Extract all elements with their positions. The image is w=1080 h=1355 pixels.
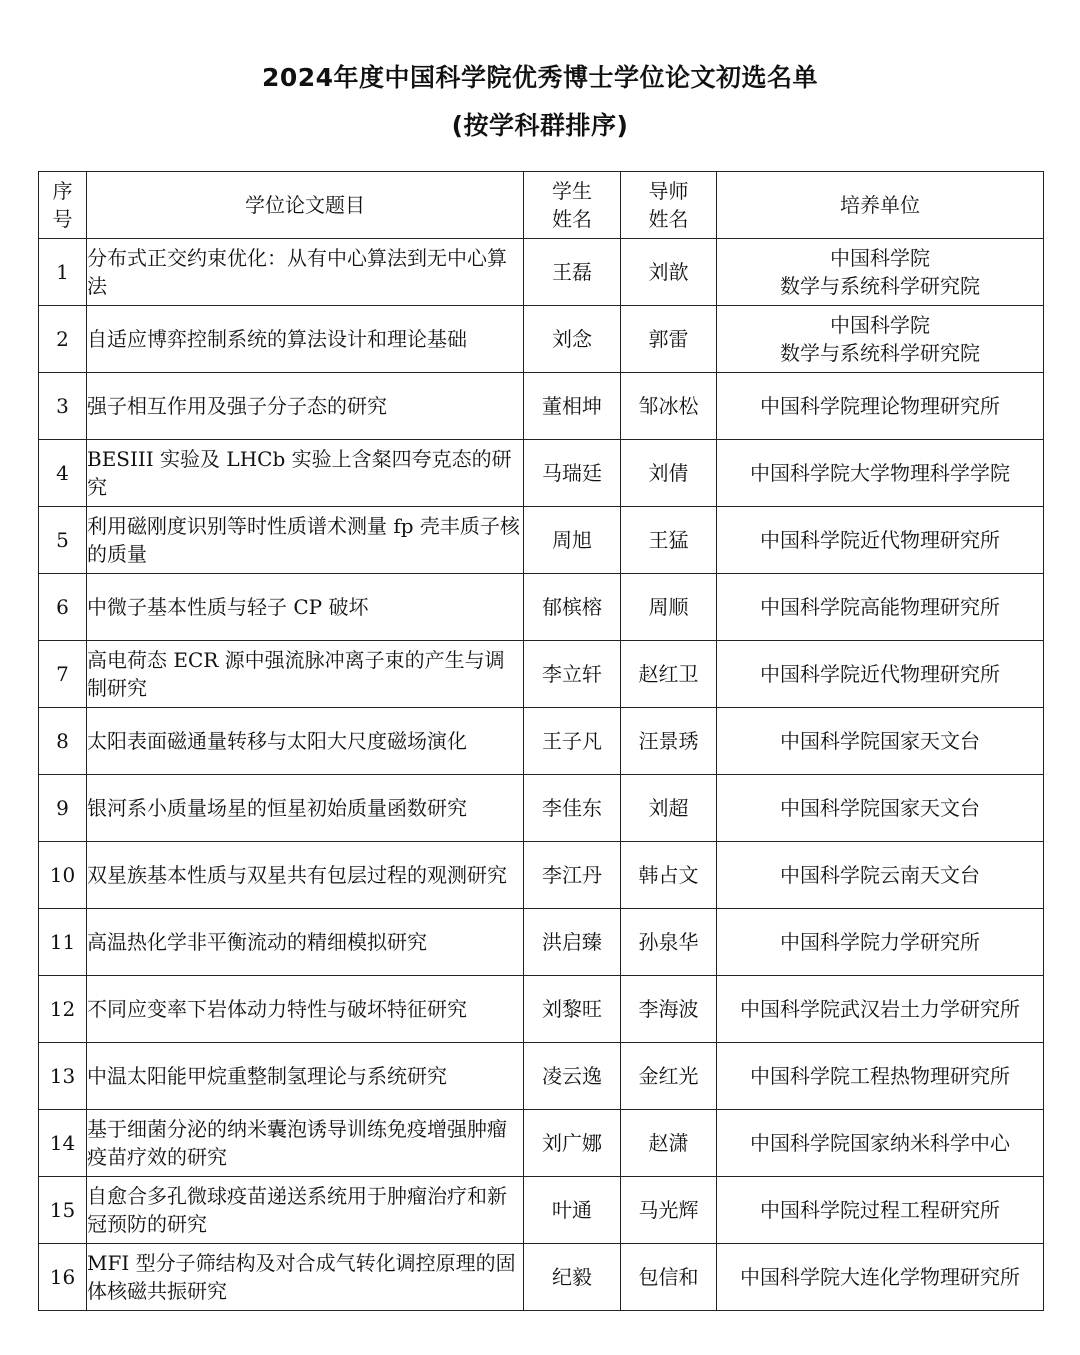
training-unit [717,507,1044,574]
thesis-title: 自适应博弈控制系统的算法设计和理论基础 [87,306,524,373]
training-unit-line: 中国科学院国家天文台 [780,729,980,753]
advisor-name: 韩占文 [621,842,717,909]
table-row [39,775,1044,842]
table-row [39,239,1044,306]
row-index: 16 [39,1244,87,1311]
thesis-title: 不同应变率下岩体动力特性与破坏特征研究 [87,976,524,1043]
thesis-title: 双星族基本性质与双星共有包层过程的观测研究 [87,842,524,909]
training-unit [717,373,1044,440]
student-name: 刘黎旺 [524,976,621,1043]
advisor-name: 汪景琇 [621,708,717,775]
table-row [39,306,1044,373]
student-name: 周旭 [524,507,621,574]
training-unit [717,440,1044,507]
thesis-title: 中温太阳能甲烷重整制氢理论与系统研究 [87,1043,524,1110]
training-unit-line: 数学与系统科学研究院 [780,274,980,298]
student-name: 凌云逸 [524,1043,621,1110]
training-unit [717,1177,1044,1244]
header-index-line-1: 序 [52,179,73,203]
thesis-title: 中微子基本性质与轻子 CP 破坏 [87,574,524,641]
table-row [39,574,1044,641]
training-unit-line: 中国科学院过程工程研究所 [760,1198,1000,1222]
row-index: 15 [39,1177,87,1244]
training-unit-line: 中国科学院工程热物理研究所 [750,1064,1010,1088]
row-index: 4 [39,440,87,507]
training-unit [717,976,1044,1043]
training-unit-line: 中国科学院 [830,313,930,337]
table-row [39,909,1044,976]
row-index: 3 [39,373,87,440]
header-index-line-2: 号 [52,207,73,231]
row-index: 5 [39,507,87,574]
student-name: 马瑞廷 [524,440,621,507]
page-title: 2024年度中国科学院优秀博士学位论文初选名单 [261,63,819,92]
table-row [39,507,1044,574]
thesis-title: MFI 型分子筛结构及对合成气转化调控原理的固体核磁共振研究 [87,1244,524,1311]
thesis-title: 基于细菌分泌的纳米囊泡诱导训练免疫增强肿瘤疫苗疗效的研究 [87,1110,524,1177]
advisor-name: 包信和 [621,1244,717,1311]
training-unit-line: 中国科学院大学物理科学学院 [750,461,1010,485]
row-index: 11 [39,909,87,976]
advisor-name: 孙泉华 [621,909,717,976]
table-row [39,1043,1044,1110]
header-student [524,172,621,239]
row-index: 12 [39,976,87,1043]
training-unit [717,1043,1044,1110]
training-unit-line: 数学与系统科学研究院 [780,341,980,365]
header-advisor-line-2: 姓名 [648,207,689,231]
advisor-name: 赵红卫 [621,641,717,708]
training-unit [717,909,1044,976]
row-index: 13 [39,1043,87,1110]
training-unit [717,574,1044,641]
page-subtitle: (按学科群排序) [451,111,629,140]
advisor-name: 赵潇 [621,1110,717,1177]
table-row [39,641,1044,708]
header-advisor-line-1: 导师 [648,179,689,203]
student-name: 郁槟榕 [524,574,621,641]
table-row [39,976,1044,1043]
advisor-name: 郭雷 [621,306,717,373]
table-row [39,373,1044,440]
advisor-name: 刘倩 [621,440,717,507]
training-unit [717,842,1044,909]
thesis-title: 分布式正交约束优化：从有中心算法到无中心算法 [87,239,524,306]
table-row [39,842,1044,909]
advisor-name: 马光辉 [621,1177,717,1244]
student-name: 刘念 [524,306,621,373]
training-unit-line: 中国科学院近代物理研究所 [760,662,1000,686]
advisor-name: 李海波 [621,976,717,1043]
training-unit [717,708,1044,775]
header-student-line-2: 姓名 [552,207,592,231]
advisor-name: 刘超 [621,775,717,842]
student-name: 李佳东 [524,775,621,842]
thesis-title: 自愈合多孔微球疫苗递送系统用于肿瘤治疗和新冠预防的研究 [87,1177,524,1244]
header-advisor [621,172,717,239]
advisor-name: 周顺 [621,574,717,641]
training-unit-line: 中国科学院理论物理研究所 [760,394,1000,418]
thesis-title: 高温热化学非平衡流动的精细模拟研究 [87,909,524,976]
training-unit-line: 中国科学院云南天文台 [780,863,980,887]
thesis-title: 太阳表面磁通量转移与太阳大尺度磁场演化 [87,708,524,775]
advisor-name: 王猛 [621,507,717,574]
table-header-row [39,172,1044,239]
row-index: 8 [39,708,87,775]
table-row [39,1177,1044,1244]
header-unit: 培养单位 [717,172,1044,239]
table-row [39,708,1044,775]
student-name: 王磊 [524,239,621,306]
row-index: 6 [39,574,87,641]
training-unit [717,775,1044,842]
row-index: 9 [39,775,87,842]
table-row [39,1110,1044,1177]
row-index: 1 [39,239,87,306]
training-unit [717,641,1044,708]
row-index: 7 [39,641,87,708]
student-name: 李立轩 [524,641,621,708]
row-index: 10 [39,842,87,909]
training-unit-line: 中国科学院高能物理研究所 [760,595,1000,619]
student-name: 王子凡 [524,708,621,775]
table-row [39,440,1044,507]
advisor-name: 刘歆 [621,239,717,306]
training-unit [717,239,1044,306]
row-index: 14 [39,1110,87,1177]
advisor-name: 金红光 [621,1043,717,1110]
advisor-name: 邹冰松 [621,373,717,440]
training-unit-line: 中国科学院武汉岩土力学研究所 [740,997,1020,1021]
student-name: 董相坤 [524,373,621,440]
table-body [39,239,1044,1311]
student-name: 洪启臻 [524,909,621,976]
thesis-title: 强子相互作用及强子分子态的研究 [87,373,524,440]
training-unit-line: 中国科学院力学研究所 [780,930,980,954]
training-unit [717,1110,1044,1177]
table-row [39,1244,1044,1311]
student-name: 刘广娜 [524,1110,621,1177]
header-thesis: 学位论文题目 [87,172,524,239]
student-name: 纪毅 [524,1244,621,1311]
candidate-table [38,171,1044,1311]
thesis-title: 银河系小质量场星的恒星初始质量函数研究 [87,775,524,842]
thesis-title: 利用磁刚度识别等时性质谱术测量 fp 壳丰质子核的质量 [87,507,524,574]
training-unit [717,306,1044,373]
training-unit-line: 中国科学院国家纳米科学中心 [750,1131,1010,1155]
thesis-title: BESIII 实验及 LHCb 实验上含粲四夸克态的研究 [87,440,524,507]
training-unit-line: 中国科学院国家天文台 [780,796,980,820]
header-index [39,172,87,239]
student-name: 叶通 [524,1177,621,1244]
row-index: 2 [39,306,87,373]
thesis-title: 高电荷态 ECR 源中强流脉冲离子束的产生与调制研究 [87,641,524,708]
student-name: 李江丹 [524,842,621,909]
training-unit-line: 中国科学院大连化学物理研究所 [740,1265,1020,1289]
training-unit [717,1244,1044,1311]
header-student-line-1: 学生 [552,179,592,203]
training-unit-line: 中国科学院近代物理研究所 [760,528,1000,552]
training-unit-line: 中国科学院 [830,246,930,270]
